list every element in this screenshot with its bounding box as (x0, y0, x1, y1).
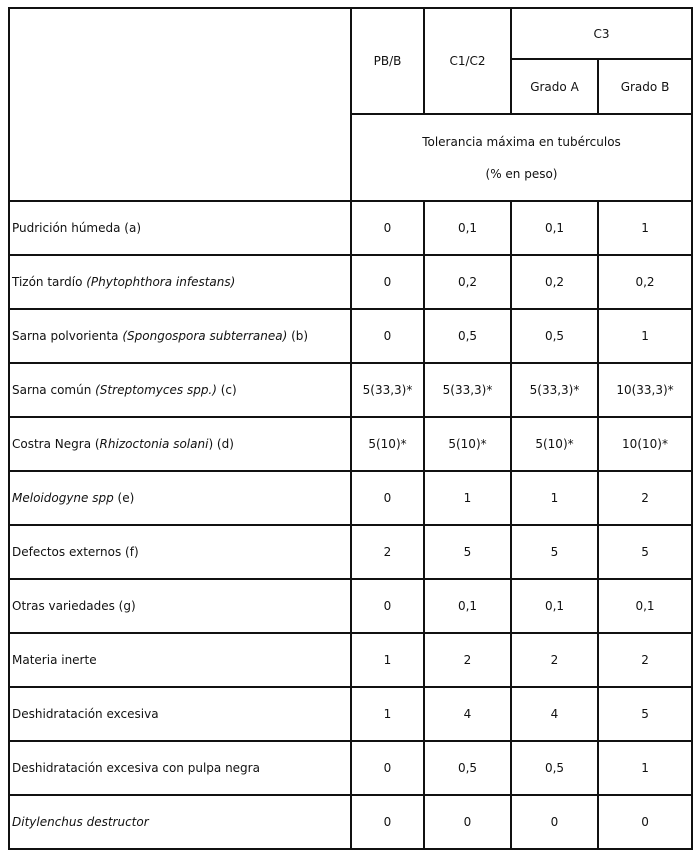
table-row (9, 255, 692, 309)
value-cell: 2 (511, 633, 598, 687)
value-cell: 0,5 (511, 741, 598, 795)
label-text: Tizón tardío (12, 275, 87, 289)
header-grado-a: Grado A (511, 59, 598, 114)
header-c1c2: C1/C2 (424, 8, 511, 114)
label-italic: Meloidogyne spp (12, 491, 114, 505)
table-row (9, 741, 692, 795)
row-label (9, 309, 351, 363)
tolerance-table (8, 7, 693, 850)
label-italic: (Spongospora subterranea) (122, 329, 288, 343)
value-cell: 0,2 (424, 255, 511, 309)
row-label (9, 741, 351, 795)
value-cell: 5(10)* (351, 417, 424, 471)
label-suffix: (c) (216, 383, 237, 397)
value-cell: 1 (598, 309, 692, 363)
row-label (9, 525, 351, 579)
value-cell: 5(33,3)* (424, 363, 511, 417)
row-label (9, 795, 351, 849)
row-label (9, 255, 351, 309)
value-cell: 5(33,3)* (351, 363, 424, 417)
label-text: Otras variedades (g) (12, 599, 136, 613)
table-row (9, 201, 692, 255)
value-cell: 0,1 (598, 579, 692, 633)
value-cell: 0 (351, 471, 424, 525)
table-row (9, 795, 692, 849)
value-cell: 0,5 (511, 309, 598, 363)
label-italic: (Phytophthora infestans) (86, 275, 236, 289)
value-cell: 2 (598, 471, 692, 525)
table-row (9, 471, 692, 525)
label-text: Defectos externos (f) (12, 545, 139, 559)
row-label (9, 579, 351, 633)
value-cell: 0,2 (598, 255, 692, 309)
value-cell: 2 (598, 633, 692, 687)
value-cell: 2 (351, 525, 424, 579)
label-text: Costra Negra ( (12, 437, 100, 451)
value-cell: 4 (511, 687, 598, 741)
label-suffix: (b) (287, 329, 309, 343)
value-cell: 0 (351, 795, 424, 849)
value-cell: 5 (598, 687, 692, 741)
value-cell: 0 (351, 309, 424, 363)
value-cell: 2 (424, 633, 511, 687)
value-cell: 0 (511, 795, 598, 849)
value-cell: 0,1 (511, 579, 598, 633)
value-cell: 10(10)* (598, 417, 692, 471)
value-cell: 0,5 (424, 309, 511, 363)
table-row (9, 579, 692, 633)
tolerance-line-1: Tolerancia máxima en tubérculos (422, 134, 621, 149)
value-cell: 4 (424, 687, 511, 741)
value-cell: 1 (424, 471, 511, 525)
label-text: Pudrición húmeda (a) (12, 221, 141, 235)
value-cell: 5 (511, 525, 598, 579)
value-cell: 0,1 (424, 201, 511, 255)
label-italic: (Streptomyces spp.) (95, 383, 217, 397)
row-label (9, 363, 351, 417)
value-cell: 5(10)* (424, 417, 511, 471)
value-cell: 0,2 (511, 255, 598, 309)
value-cell: 0,1 (424, 579, 511, 633)
value-cell: 0 (351, 741, 424, 795)
value-cell: 0 (351, 579, 424, 633)
value-cell: 0 (598, 795, 692, 849)
value-cell: 1 (351, 687, 424, 741)
empty-corner-cell (9, 8, 351, 201)
value-cell: 5(10)* (511, 417, 598, 471)
value-cell: 1 (511, 471, 598, 525)
value-cell: 10(33,3)* (598, 363, 692, 417)
label-text: Deshidratación excesiva con pulpa negra (12, 761, 260, 775)
label-italic: Ditylenchus destructor (12, 815, 149, 829)
label-text: Deshidratación excesiva (12, 707, 159, 721)
table-row (9, 417, 692, 471)
value-cell: 5(33,3)* (511, 363, 598, 417)
row-label (9, 417, 351, 471)
label-text: Sarna polvorienta (12, 329, 123, 343)
header-tolerance (351, 114, 692, 201)
value-cell: 0,1 (511, 201, 598, 255)
row-label (9, 633, 351, 687)
value-cell: 1 (598, 201, 692, 255)
header-grado-b: Grado B (598, 59, 692, 114)
value-cell: 5 (598, 525, 692, 579)
table-row (9, 309, 692, 363)
tolerance-line-2: (% en peso) (485, 166, 558, 181)
value-cell: 0 (351, 255, 424, 309)
table-row (9, 687, 692, 741)
header-pbb: PB/B (351, 8, 424, 114)
value-cell: 1 (598, 741, 692, 795)
value-cell: 1 (351, 633, 424, 687)
label-suffix: (e) (113, 491, 135, 505)
table-row (9, 363, 692, 417)
value-cell: 5 (424, 525, 511, 579)
label-text: Sarna común (12, 383, 96, 397)
row-label (9, 201, 351, 255)
row-label (9, 471, 351, 525)
label-suffix: ) (d) (208, 437, 234, 451)
label-text: Materia inerte (12, 653, 97, 667)
value-cell: 0,5 (424, 741, 511, 795)
value-cell: 0 (351, 201, 424, 255)
value-cell: 0 (424, 795, 511, 849)
row-label (9, 687, 351, 741)
table-row (9, 633, 692, 687)
label-italic: Rhizoctonia solani (99, 437, 209, 451)
table-row (9, 525, 692, 579)
header-c3: C3 (511, 8, 692, 59)
